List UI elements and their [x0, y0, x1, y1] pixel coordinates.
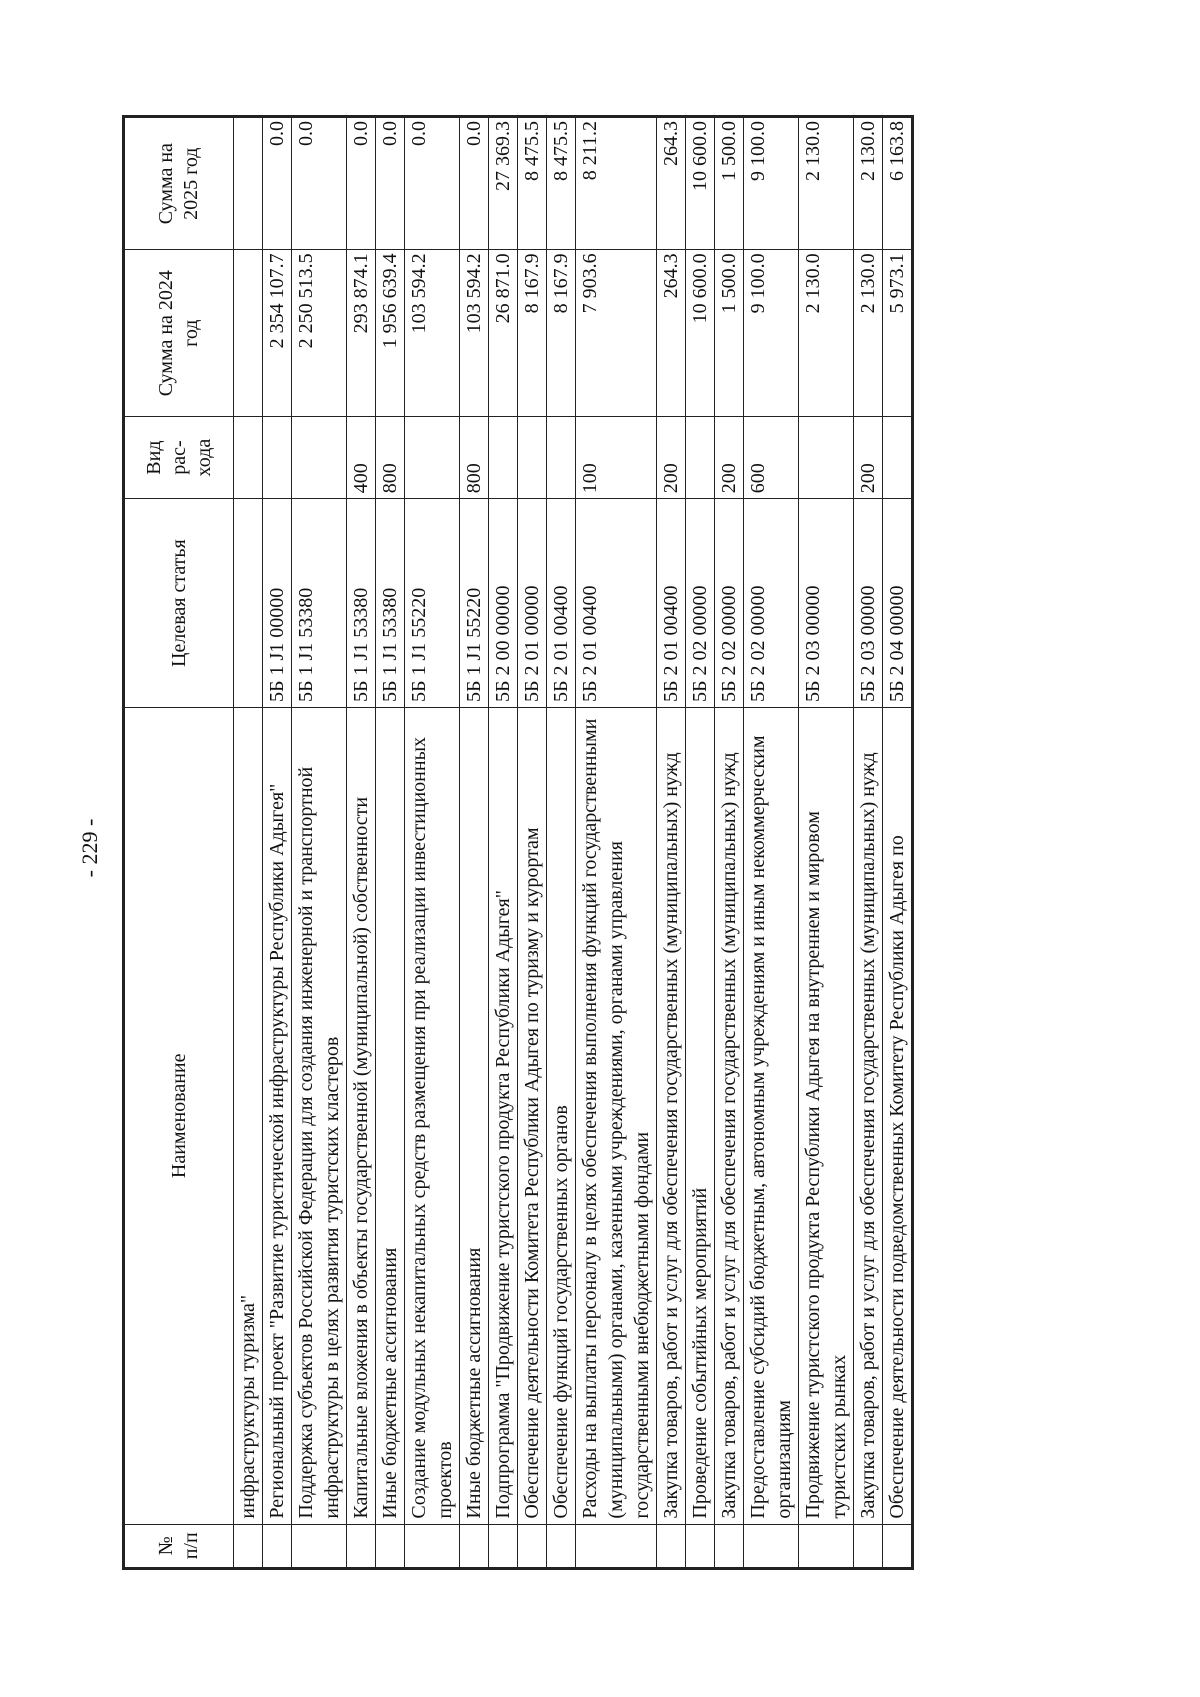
cell-sum-2025: 2 130.0 [854, 117, 883, 250]
table-row [715, 117, 744, 1569]
cell-sum-2024: 103 594.2 [460, 250, 489, 417]
table-row [234, 117, 263, 1569]
header-vid: Вид рас-хода [124, 416, 234, 498]
cell-sum-2024: 103 594.2 [405, 250, 460, 417]
cell-sum-2025: 8 211.2 [576, 117, 657, 250]
cell-sum-2024: 9 100.0 [744, 250, 799, 417]
cell-target-code: 5Б 2 03 00000 [799, 499, 854, 708]
cell-name: Обеспечение функций государственных органов [547, 708, 576, 1525]
cell-target-code: 5Б 1 J1 55220 [405, 499, 460, 708]
cell-target-code: 5Б 2 00 00000 [489, 499, 518, 708]
cell-no [715, 1524, 744, 1568]
table-row [883, 117, 913, 1569]
cell-sum-2025: 0.0 [460, 117, 489, 250]
cell-sum-2025: 0.0 [376, 117, 405, 250]
table-row [292, 117, 347, 1569]
cell-expense-type: 200 [715, 416, 744, 498]
cell-sum-2024: 293 874.1 [347, 250, 376, 417]
table-row [347, 117, 376, 1569]
cell-sum-2025: 2 130.0 [799, 117, 854, 250]
cell-sum-2025: 8 475.5 [547, 117, 576, 250]
cell-sum-2024: 264.3 [657, 250, 686, 417]
cell-name: Иные бюджетные ассигнования [460, 708, 489, 1525]
table-row [489, 117, 518, 1569]
cell-sum-2025: 0.0 [292, 117, 347, 250]
cell-no [489, 1524, 518, 1568]
cell-target-code: 5Б 2 02 00000 [715, 499, 744, 708]
table-row [263, 117, 292, 1569]
cell-name: Иные бюджетные ассигнования [376, 708, 405, 1525]
cell-sum-2025: 1 500.0 [715, 117, 744, 250]
cell-sum-2024: 5 973.1 [883, 250, 913, 417]
cell-sum-2025: 0.0 [347, 117, 376, 250]
cell-name: Обеспечение деятельности Комитета Республики Адыгея по туризму и курортам [518, 708, 547, 1525]
cell-sum-2025 [234, 117, 263, 250]
cell-expense-type [234, 416, 263, 498]
cell-expense-type: 200 [854, 416, 883, 498]
cell-expense-type [292, 416, 347, 498]
cell-expense-type: 100 [576, 416, 657, 498]
cell-no [799, 1524, 854, 1568]
cell-name: Капитальные вложения в объекты государственной (муниципальной) собственности [347, 708, 376, 1525]
table-row [854, 117, 883, 1569]
cell-expense-type: 200 [657, 416, 686, 498]
table-row [686, 117, 715, 1569]
cell-sum-2024: 2 250 513.5 [292, 250, 347, 417]
table-row [547, 117, 576, 1569]
cell-target-code: 5Б 2 01 00400 [576, 499, 657, 708]
cell-sum-2025: 6 163.8 [883, 117, 913, 250]
cell-sum-2025: 8 475.5 [518, 117, 547, 250]
cell-name: Подпрограмма "Продвижение туристского продукта Республики Адыгея" [489, 708, 518, 1525]
cell-expense-type [518, 416, 547, 498]
cell-no [686, 1524, 715, 1568]
cell-no [518, 1524, 547, 1568]
cell-sum-2025: 0.0 [263, 117, 292, 250]
cell-target-code: 5Б 2 03 00000 [854, 499, 883, 708]
cell-no [347, 1524, 376, 1568]
cell-name: Создание модульных некапитальных средств размещения при реализации инвестиционных проектов [405, 708, 460, 1525]
cell-expense-type [489, 416, 518, 498]
page-number: - 229 - [77, 818, 102, 878]
table-row [657, 117, 686, 1569]
cell-name: Закупка товаров, работ и услуг для обеспечения государственных (муниципальных) нужд [657, 708, 686, 1525]
cell-sum-2024: 8 167.9 [518, 250, 547, 417]
cell-no [854, 1524, 883, 1568]
header-name: Наименование [124, 708, 234, 1525]
header-code: Целевая статья [124, 499, 234, 708]
cell-name: Расходы на выплаты персоналу в целях обеспечения выполнения функций государственными (муниципальными) органами, казенными учреждениями, органами управления государственными внебюджетными фондами [576, 708, 657, 1525]
cell-sum-2025: 0.0 [405, 117, 460, 250]
cell-no [234, 1524, 263, 1568]
cell-sum-2025: 264.3 [657, 117, 686, 250]
cell-no [744, 1524, 799, 1568]
cell-expense-type: 800 [460, 416, 489, 498]
cell-name: Предоставление субсидий бюджетным, автономным учреждениям и иным некоммерческим организациям [744, 708, 799, 1525]
cell-expense-type: 800 [376, 416, 405, 498]
cell-name: Закупка товаров, работ и услуг для обеспечения государственных (муниципальных) нужд [715, 708, 744, 1525]
cell-no [657, 1524, 686, 1568]
cell-expense-type [405, 416, 460, 498]
cell-expense-type [263, 416, 292, 498]
cell-sum-2024: 7 903.6 [576, 250, 657, 417]
cell-name: Закупка товаров, работ и услуг для обеспечения государственных (муниципальных) нужд [854, 708, 883, 1525]
cell-name: Региональный проект "Развитие туристической инфраструктуры Республики Адыгея" [263, 708, 292, 1525]
cell-target-code: 5Б 2 01 00000 [518, 499, 547, 708]
table-row [460, 117, 489, 1569]
cell-target-code: 5Б 2 02 00000 [744, 499, 799, 708]
table-row [799, 117, 854, 1569]
cell-sum-2024: 1 500.0 [715, 250, 744, 417]
cell-target-code: 5Б 2 04 00000 [883, 499, 913, 708]
cell-sum-2025: 9 100.0 [744, 117, 799, 250]
cell-name: Продвижение туристского продукта Республики Адыгея на внутреннем и мировом туристских рынках [799, 708, 854, 1525]
cell-no [405, 1524, 460, 1568]
table-row [576, 117, 657, 1569]
cell-no [460, 1524, 489, 1568]
cell-expense-type [547, 416, 576, 498]
cell-no [376, 1524, 405, 1568]
cell-name: инфраструктуры туризма" [234, 708, 263, 1525]
cell-no [576, 1524, 657, 1568]
cell-name: Проведение событийных мероприятий [686, 708, 715, 1525]
cell-sum-2024: 10 600.0 [686, 250, 715, 417]
header-2025: Сумма на 2025 год [124, 117, 234, 250]
table-row [376, 117, 405, 1569]
cell-sum-2024 [234, 250, 263, 417]
cell-target-code [234, 499, 263, 708]
cell-sum-2024: 2 130.0 [799, 250, 854, 417]
cell-no [883, 1524, 913, 1568]
cell-expense-type [799, 416, 854, 498]
cell-no [547, 1524, 576, 1568]
table-row [744, 117, 799, 1569]
table-body [234, 117, 913, 1569]
cell-no [263, 1524, 292, 1568]
table-header-row [124, 117, 234, 1569]
table-row [405, 117, 460, 1569]
cell-sum-2024: 1 956 639.4 [376, 250, 405, 417]
cell-sum-2024: 2 130.0 [854, 250, 883, 417]
cell-name: Обеспечение деятельности подведомственных Комитету Республики Адыгея по [883, 708, 913, 1525]
table-row [518, 117, 547, 1569]
cell-target-code: 5Б 1 J1 00000 [263, 499, 292, 708]
cell-target-code: 5Б 1 J1 53380 [292, 499, 347, 708]
cell-expense-type: 600 [744, 416, 799, 498]
cell-sum-2024: 8 167.9 [547, 250, 576, 417]
cell-target-code: 5Б 1 J1 53380 [347, 499, 376, 708]
header-no: № п/п [124, 1524, 234, 1568]
cell-expense-type [686, 416, 715, 498]
cell-sum-2024: 2 354 107.7 [263, 250, 292, 417]
budget-table [122, 115, 914, 1570]
header-2024: Сумма на 2024 год [124, 250, 234, 417]
cell-name: Поддержка субъектов Российской Федерации для создания инженерной и транспортной инфраструктуры в целях развития туристских кластеров [292, 708, 347, 1525]
cell-sum-2025: 10 600.0 [686, 117, 715, 250]
cell-target-code: 5Б 2 01 00400 [547, 499, 576, 708]
cell-target-code: 5Б 2 01 00400 [657, 499, 686, 708]
cell-sum-2024: 26 871.0 [489, 250, 518, 417]
cell-expense-type: 400 [347, 416, 376, 498]
cell-no [292, 1524, 347, 1568]
budget-table-rotated [122, 115, 965, 1570]
cell-expense-type [883, 416, 913, 498]
cell-sum-2025: 27 369.3 [489, 117, 518, 250]
cell-target-code: 5Б 1 J1 55220 [460, 499, 489, 708]
cell-target-code: 5Б 1 J1 53380 [376, 499, 405, 708]
cell-target-code: 5Б 2 02 00000 [686, 499, 715, 708]
